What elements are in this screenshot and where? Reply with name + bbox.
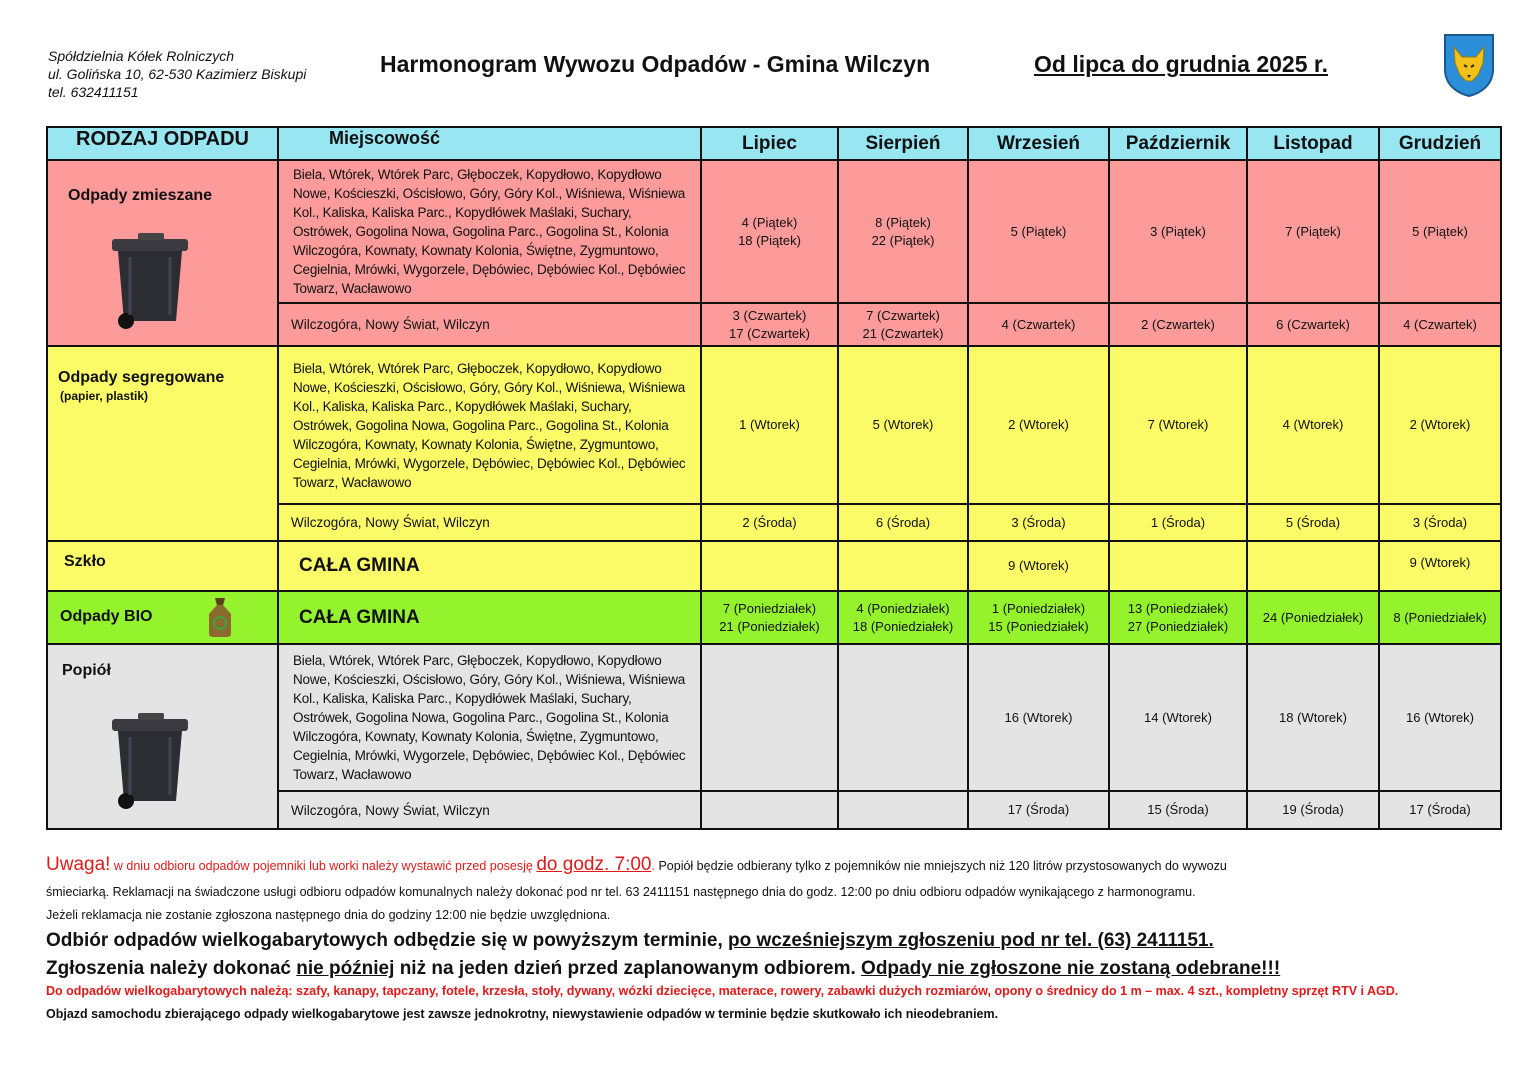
locality-list: Biela, Wtórek, Wtórek Parc, Głęboczek, Kopydłowo, Kopydłowo Nowe, Kościeszki, Ościsłowo, Góry, Góry Kol., Wiśniewa, Wiśniewa Kol., Kaliska, Kaliska Parc., Kopydłówek Maślaki, Suchary, Ostrówek, Gogolina Nowa, Gogolina Parc., Gogolina St., Kolonia Wilczogóra, Kownaty, Kownaty Kolonia, Świętne, Zygmuntowo, Cegielnia, Mrówki, Wygorzele, Dębówiec, Dębówiec Kol., Dębówiec Towarz, Wacławowo — [278, 346, 701, 504]
table-row — [47, 346, 1501, 504]
type-label: Popiół — [62, 662, 111, 679]
pickup-date: 2 (Środa) — [701, 504, 838, 541]
table-row — [47, 591, 1501, 644]
pickup-date: 6 (Czwartek) — [1247, 303, 1379, 346]
header-month: Grudzień — [1379, 127, 1501, 160]
waste-type-bio — [47, 591, 278, 644]
pickup-date: 1 (Poniedziałek) 15 (Poniedziałek) — [968, 591, 1109, 644]
pickup-date: 4 (Piątek) 18 (Piątek) — [701, 160, 838, 303]
pickup-date: 4 (Poniedziałek) 18 (Poniedziałek) — [838, 591, 968, 644]
pickup-date: 7 (Wtorek) — [1109, 346, 1247, 504]
schedule-table — [46, 126, 1502, 830]
table-row — [47, 644, 1501, 791]
waste-bin-icon — [108, 231, 192, 331]
pickup-date — [1247, 541, 1379, 591]
collection-note: Objazd samochodu zbierającego odpady wielkogabarytowe jest zawsze jednokrotny, niewystawienie odpadów w terminie będzie skutkowało ich nieodebraniem. — [46, 1007, 999, 1021]
pickup-date: 2 (Czwartek) — [1109, 303, 1247, 346]
pickup-date: 1 (Wtorek) — [701, 346, 838, 504]
pickup-date — [1109, 541, 1247, 591]
header-month: Wrzesień — [968, 127, 1109, 160]
pickup-date: 19 (Środa) — [1247, 791, 1379, 829]
company-name: Spółdzielnia Kółek Rolniczych — [48, 48, 234, 64]
waste-bin-icon — [108, 711, 192, 811]
type-sublabel: (papier, plastik) — [60, 389, 149, 403]
pickup-date: 2 (Wtorek) — [1379, 346, 1501, 504]
page-title: Harmonogram Wywozu Odpadów - Gmina Wilczyn — [380, 51, 931, 77]
pickup-date: 1 (Środa) — [1109, 504, 1247, 541]
locality-all: CAŁA GMINA — [278, 541, 701, 591]
pickup-date: 5 (Środa) — [1247, 504, 1379, 541]
locality-list: Wilczogóra, Nowy Świat, Wilczyn — [278, 791, 701, 829]
type-label: Odpady zmieszane — [68, 187, 213, 204]
bio-bag-icon — [205, 596, 235, 638]
pickup-date: 8 (Poniedziałek) — [1379, 591, 1501, 644]
pickup-date: 5 (Piątek) — [968, 160, 1109, 303]
waste-type-segregated — [47, 346, 278, 541]
note-line-2: śmieciarką. Reklamacji na świadczone usługi odbioru odpadów komunalnych należy dokonać pod nr tel. 63 2411151 następnego dnia do godz. 12:00 po dniu odbioru odpadów wynikającego z harmonogramu. — [46, 885, 1196, 899]
pickup-date: 17 (Środa) — [1379, 791, 1501, 829]
bulky-items-list: Do odpadów wielkogabarytowych należą: szafy, kanapy, tapczany, fotele, krzesła, stoły, dywany, wózki dziecięce, materace, rowery, zabawki dużych rozmiarów, opony o średnicy do 1 m – max. 4 szt., kompletny sprzęt RTV i AGD. — [46, 984, 1399, 998]
pickup-date: 8 (Piątek) 22 (Piątek) — [838, 160, 968, 303]
company-address: ul. Golińska 10, 62-530 Kazimierz Biskupi — [48, 66, 307, 82]
pickup-date: 2 (Wtorek) — [968, 346, 1109, 504]
locality-list: Wilczogóra, Nowy Świat, Wilczyn — [278, 303, 701, 346]
locality-list: Wilczogóra, Nowy Świat, Wilczyn — [278, 504, 701, 541]
warning-label: Uwaga! — [46, 854, 111, 875]
pickup-date: 7 (Poniedziałek) 21 (Poniedziałek) — [701, 591, 838, 644]
type-label: Odpady BIO — [60, 608, 153, 625]
pickup-date: 5 (Wtorek) — [838, 346, 968, 504]
pickup-date: 17 (Środa) — [968, 791, 1109, 829]
type-label: Szkło — [64, 553, 106, 570]
registration-note: Zgłoszenia należy dokonać nie później niż na jeden dzień przed zaplanowanym odbiorem. Odpady nie zgłoszone nie zostaną odebrane!!! — [46, 958, 1281, 979]
company-phone: tel. 632411151 — [48, 84, 139, 100]
schedule-period: Od lipca do grudnia 2025 r. — [1034, 51, 1328, 77]
company-info — [48, 47, 306, 101]
locality-list: Biela, Wtórek, Wtórek Parc, Głęboczek, Kopydłowo, Kopydłowo Nowe, Kościeszki, Ościsłowo, Góry, Góry Kol., Wiśniewa, Wiśniewa Kol., Kaliska, Kaliska Parc., Kopydłówek Maślaki, Suchary, Ostrówek, Gogolina Nowa, Gogolina Parc., Gogolina St., Kolonia Wilczogóra, Kownaty, Kownaty Kolonia, Świętne, Zygmuntowo, Cegielnia, Mrówki, Wygorzele, Dębówiec, Dębówiec Kol., Dębówiec Towarz, Wacławowo — [278, 644, 701, 791]
bulky-waste-note: Odbiór odpadów wielkogabarytowych odbędzie się w powyższym terminie, po wcześniejszym zgłoszeniu pod nr tel. (63) 2411151. — [46, 930, 1214, 951]
table-row — [47, 541, 1501, 591]
pickup-date: 3 (Czwartek) 17 (Czwartek) — [701, 303, 838, 346]
waste-type-glass — [47, 541, 278, 591]
pickup-date: 18 (Wtorek) — [1247, 644, 1379, 791]
header-month: Sierpień — [838, 127, 968, 160]
pickup-date: 9 (Wtorek) — [968, 541, 1109, 591]
waste-type-mixed — [47, 160, 278, 346]
pickup-date: 13 (Poniedziałek) 27 (Poniedziałek) — [1109, 591, 1247, 644]
pickup-date: 5 (Piątek) — [1379, 160, 1501, 303]
coat-of-arms-icon — [1443, 33, 1495, 97]
pickup-date: 4 (Czwartek) — [968, 303, 1109, 346]
pickup-date: 16 (Wtorek) — [968, 644, 1109, 791]
pickup-date: 14 (Wtorek) — [1109, 644, 1247, 791]
deadline-time: do godz. 7:00 — [536, 854, 652, 875]
type-label: Odpady segregowane — [58, 369, 225, 386]
locality-list: Biela, Wtórek, Wtórek Parc, Głęboczek, Kopydłowo, Kopydłowo Nowe, Kościeszki, Ościsłowo, Góry, Góry Kol., Wiśniewa, Wiśniewa Kol., Kaliska, Kaliska Parc., Kopydłówek Maślaki, Suchary, Ostrówek, Gogolina Nowa, Gogolina Parc., Gogolina St., Kolonia Wilczogóra, Kownaty, Kownaty Kolonia, Świętne, Zygmuntowo, Cegielnia, Mrówki, Wygorzele, Dębówiec, Dębówiec Kol., Dębówiec Towarz, Wacławowo — [278, 160, 701, 303]
header-month: Październik — [1109, 127, 1247, 160]
header-waste-type: RODZAJ ODPADU — [47, 127, 278, 160]
pickup-date: 15 (Środa) — [1109, 791, 1247, 829]
locality-all: CAŁA GMINA — [278, 591, 701, 644]
table-header-row — [47, 127, 1501, 160]
pickup-date: 7 (Piątek) — [1247, 160, 1379, 303]
note-line-1: Uwaga! w dniu odbioru odpadów pojemniki lub worki należy wystawić przed posesję do godz. 7:00. Popiół będzie odbierany tylko z pojemników nie mniejszych niż 120 litrów przystosowanych do wywozu — [46, 854, 1227, 875]
pickup-date — [838, 791, 968, 829]
pickup-date: 6 (Środa) — [838, 504, 968, 541]
table-row — [47, 160, 1501, 303]
pickup-date — [838, 644, 968, 791]
pickup-date — [701, 541, 838, 591]
pickup-date: 16 (Wtorek) — [1379, 644, 1501, 791]
header-month: Listopad — [1247, 127, 1379, 160]
pickup-date: 3 (Piątek) — [1109, 160, 1247, 303]
pickup-date: 9 (Wtorek) — [1379, 541, 1501, 591]
pickup-date: 4 (Czwartek) — [1379, 303, 1501, 346]
pickup-date: 4 (Wtorek) — [1247, 346, 1379, 504]
header-month: Lipiec — [701, 127, 838, 160]
pickup-date: 24 (Poniedziałek) — [1247, 591, 1379, 644]
note-line-3: Jeżeli reklamacja nie zostanie zgłoszona następnego dnia do godziny 12:00 nie będzie uwzględniona. — [46, 908, 611, 922]
waste-type-ash — [47, 644, 278, 829]
header-locality: Miejscowość — [278, 127, 701, 160]
pickup-date — [701, 791, 838, 829]
pickup-date — [701, 644, 838, 791]
pickup-date: 3 (Środa) — [968, 504, 1109, 541]
pickup-date — [838, 541, 968, 591]
pickup-date: 3 (Środa) — [1379, 504, 1501, 541]
pickup-date: 7 (Czwartek) 21 (Czwartek) — [838, 303, 968, 346]
